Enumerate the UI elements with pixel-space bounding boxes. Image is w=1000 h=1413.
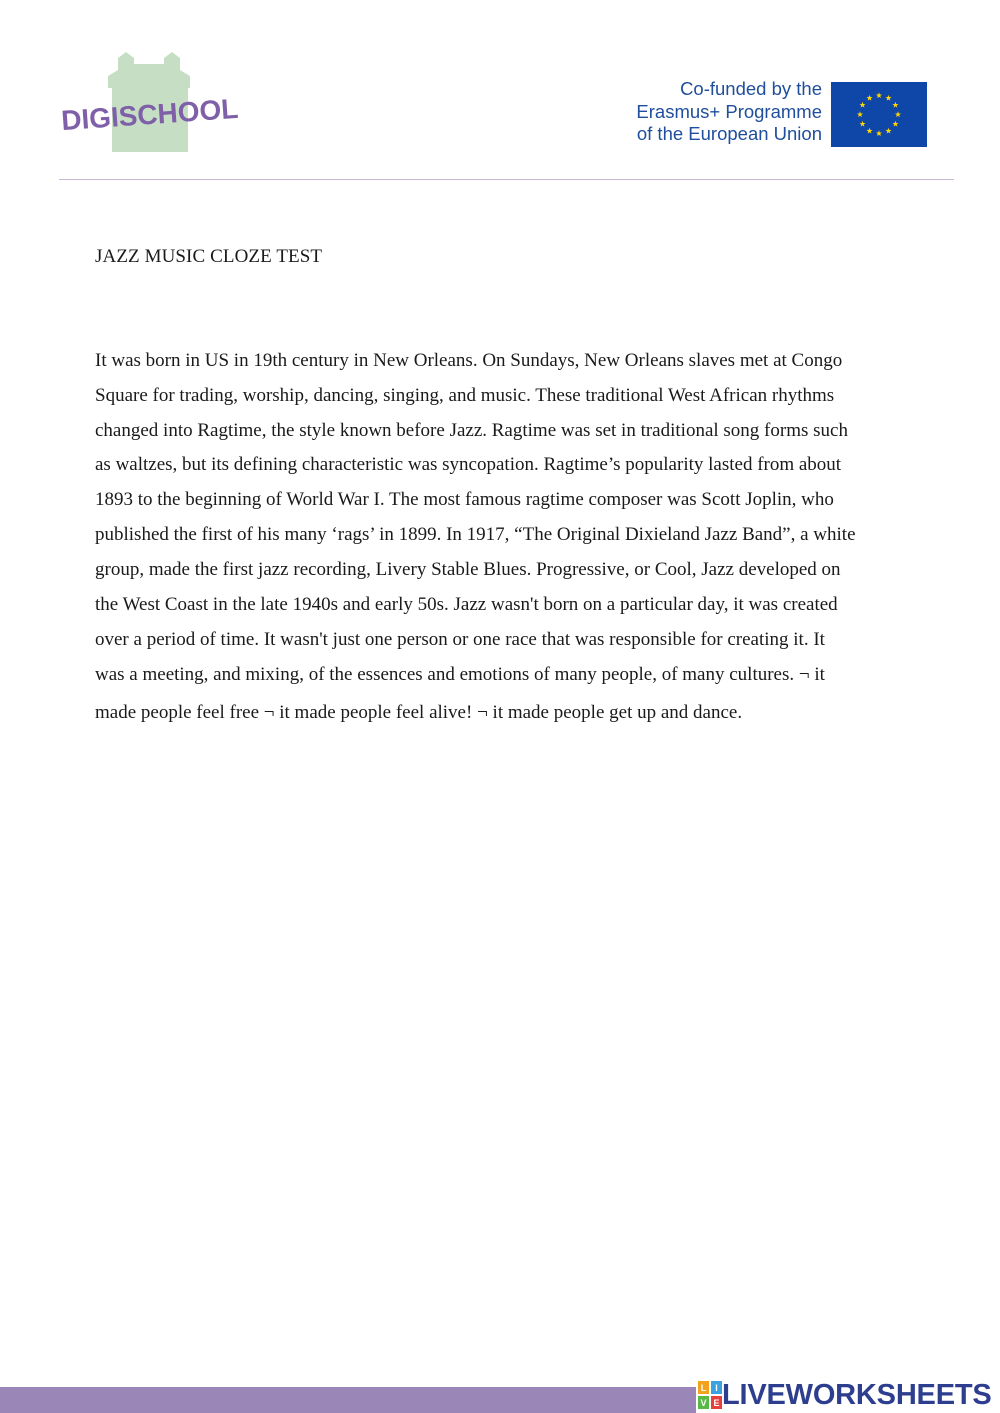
paragraph-line: Square for trading, worship, dancing, singing, and music. These traditional West African rhythms — [95, 385, 835, 406]
page-header — [0, 0, 1000, 180]
document-title: JAZZ MUSIC CLOZE TEST — [95, 246, 323, 267]
digischool-logo-text: DIGISCHOOL — [60, 92, 240, 137]
paragraph-line: was a meeting, and mixing, of the essences and emotions of many people, of many cultures. ¬ it — [95, 664, 825, 685]
liveworksheets-icon — [698, 1381, 722, 1409]
eu-line-3: of the European Union — [636, 123, 822, 144]
liveworksheets-logo[interactable] — [696, 1375, 1000, 1413]
icon-letter-e: E — [713, 1398, 720, 1408]
eu-funding-badge — [600, 78, 930, 150]
paragraph-line: over a period of time. It wasn't just one person or one race that was responsible for creating it. It — [95, 629, 825, 650]
paragraph-line: as waltzes, but its defining characteristic was syncopation. Ragtime’s popularity lasted from about — [95, 454, 842, 475]
liveworksheets-wordmark: LIVEWORKSHEETS — [722, 1379, 992, 1411]
paragraph-line: group, made the first jazz recording, Livery Stable Blues. Progressive, or Cool, Jazz developed on — [95, 559, 841, 580]
paragraph-line: made people feel free ¬ it made people feel alive! ¬ it made people get up and dance. — [95, 702, 743, 723]
icon-letter-v: V — [700, 1398, 707, 1408]
eu-flag-icon — [831, 82, 927, 147]
icon-letter-i: I — [715, 1383, 718, 1393]
digischool-logo — [60, 48, 240, 160]
paragraph-line: 1893 to the beginning of World War I. The most famous ragtime composer was Scott Joplin, who — [95, 489, 834, 510]
icon-letter-l: L — [700, 1383, 707, 1393]
eu-funding-text — [600, 78, 822, 146]
header-divider — [59, 179, 954, 180]
paragraph-line: It was born in US in 19th century in New Orleans. On Sundays, New Orleans slaves met at Congo — [95, 350, 843, 371]
paragraph-line: the West Coast in the late 1940s and early 50s. Jazz wasn't born on a particular day, it was created — [95, 594, 838, 615]
paragraph-line: changed into Ragtime, the style known before Jazz. Ragtime was set in traditional song forms such — [95, 420, 848, 441]
eu-line-1: Co-funded by the — [680, 78, 822, 99]
paragraph-line: published the first of his many ‘rags’ in 1899. In 1917, “The Original Dixieland Jazz Band”, a white — [95, 524, 856, 545]
eu-line-2: Erasmus+ Programme — [636, 100, 822, 122]
